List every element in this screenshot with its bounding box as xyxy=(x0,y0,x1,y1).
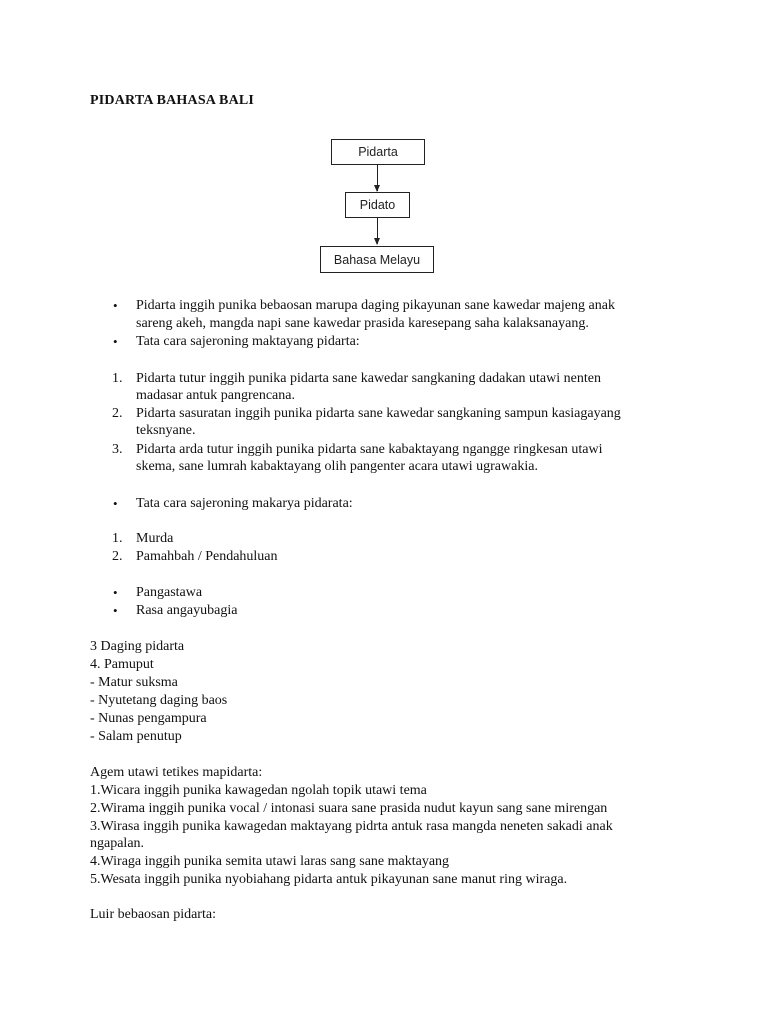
list-item-text: Pidarta sasuratan inggih punika pidarta sane kawedar sangkaning sampun kasiagayang xyxy=(136,406,621,421)
bullet-marker: • xyxy=(113,585,118,600)
list-number: 2. xyxy=(112,406,123,421)
list-number: 1. xyxy=(112,371,123,386)
diagram-node-pidato: Pidato xyxy=(345,192,410,218)
bullet-text: Pangastawa xyxy=(136,585,203,600)
list-number: 1. xyxy=(112,531,123,546)
paragraph-line: ngapalan. xyxy=(90,836,145,851)
list-item-text: teksnyane. xyxy=(136,423,196,438)
paragraph-line: 3.Wirasa inggih punika kawagedan maktayang pidrta antuk rasa mangda neneten sakadi anak xyxy=(90,819,613,834)
list-item-text: Pidarta arda tutur inggih punika pidarta sane kabaktayang ngangge ringkesan utawi xyxy=(136,442,603,457)
paragraph-line: 2.Wirama inggih punika vocal / intonasi suara sane prasida nudut kayun sang sane mirengan xyxy=(90,801,608,816)
list-number: 3. xyxy=(112,442,123,457)
bullet-text: Pidarta inggih punika bebaosan marupa daging pikayunan sane kawedar majeng anak xyxy=(136,298,615,313)
bullet-text: Tata cara sajeroning makarya pidarata: xyxy=(136,496,353,511)
paragraph-line: 4.Wiraga inggih punika semita utawi laras sang sane maktayang xyxy=(90,854,450,869)
diagram-arrow-1 xyxy=(377,165,378,191)
bullet-marker: • xyxy=(113,496,118,511)
list-item-text: Murda xyxy=(136,531,174,546)
paragraph-line: - Matur suksma xyxy=(90,675,178,690)
diagram-arrow-2 xyxy=(377,218,378,244)
paragraph-line: - Nyutetang daging baos xyxy=(90,693,228,708)
document-title: PIDARTA BAHASA BALI xyxy=(90,93,255,108)
paragraph-line: 5.Wesata inggih punika nyobiahang pidarta antuk pikayunan sane manut ring wiraga. xyxy=(90,872,568,887)
list-item-text: skema, sane lumrah kabaktayang olih pangenter acara utawi ugrawakia. xyxy=(136,459,538,474)
list-item-text: Pidarta tutur inggih punika pidarta sane kawedar sangkaning dadakan utawi nenten xyxy=(136,371,601,386)
bullet-text: Rasa angayubagia xyxy=(136,603,238,618)
paragraph-line: - Salam penutup xyxy=(90,729,182,744)
diagram-node-pidarta: Pidarta xyxy=(331,139,425,165)
diagram-node-bahasa-melayu: Bahasa Melayu xyxy=(320,246,434,273)
paragraph-line: Luir bebaosan pidarta: xyxy=(90,907,216,922)
bullet-marker: • xyxy=(113,334,118,349)
paragraph-line: - Nunas pengampura xyxy=(90,711,207,726)
bullet-text: Tata cara sajeroning maktayang pidarta: xyxy=(136,334,360,349)
paragraph-line: 4. Pamuput xyxy=(90,657,154,672)
list-number: 2. xyxy=(112,549,123,564)
list-item-text: madasar antuk pangrencana. xyxy=(136,388,295,403)
bullet-marker: • xyxy=(113,298,118,313)
bullet-text: sareng akeh, mangda napi sane kawedar prasida karesepang saha kalaksanayang. xyxy=(136,316,589,331)
paragraph-line: 1.Wicara inggih punika kawagedan ngolah topik utawi tema xyxy=(90,783,427,798)
paragraph-line: 3 Daging pidarta xyxy=(90,639,185,654)
list-item-text: Pamahbah / Pendahuluan xyxy=(136,549,278,564)
paragraph-line: Agem utawi tetikes mapidarta: xyxy=(90,765,263,780)
bullet-marker: • xyxy=(113,603,118,618)
